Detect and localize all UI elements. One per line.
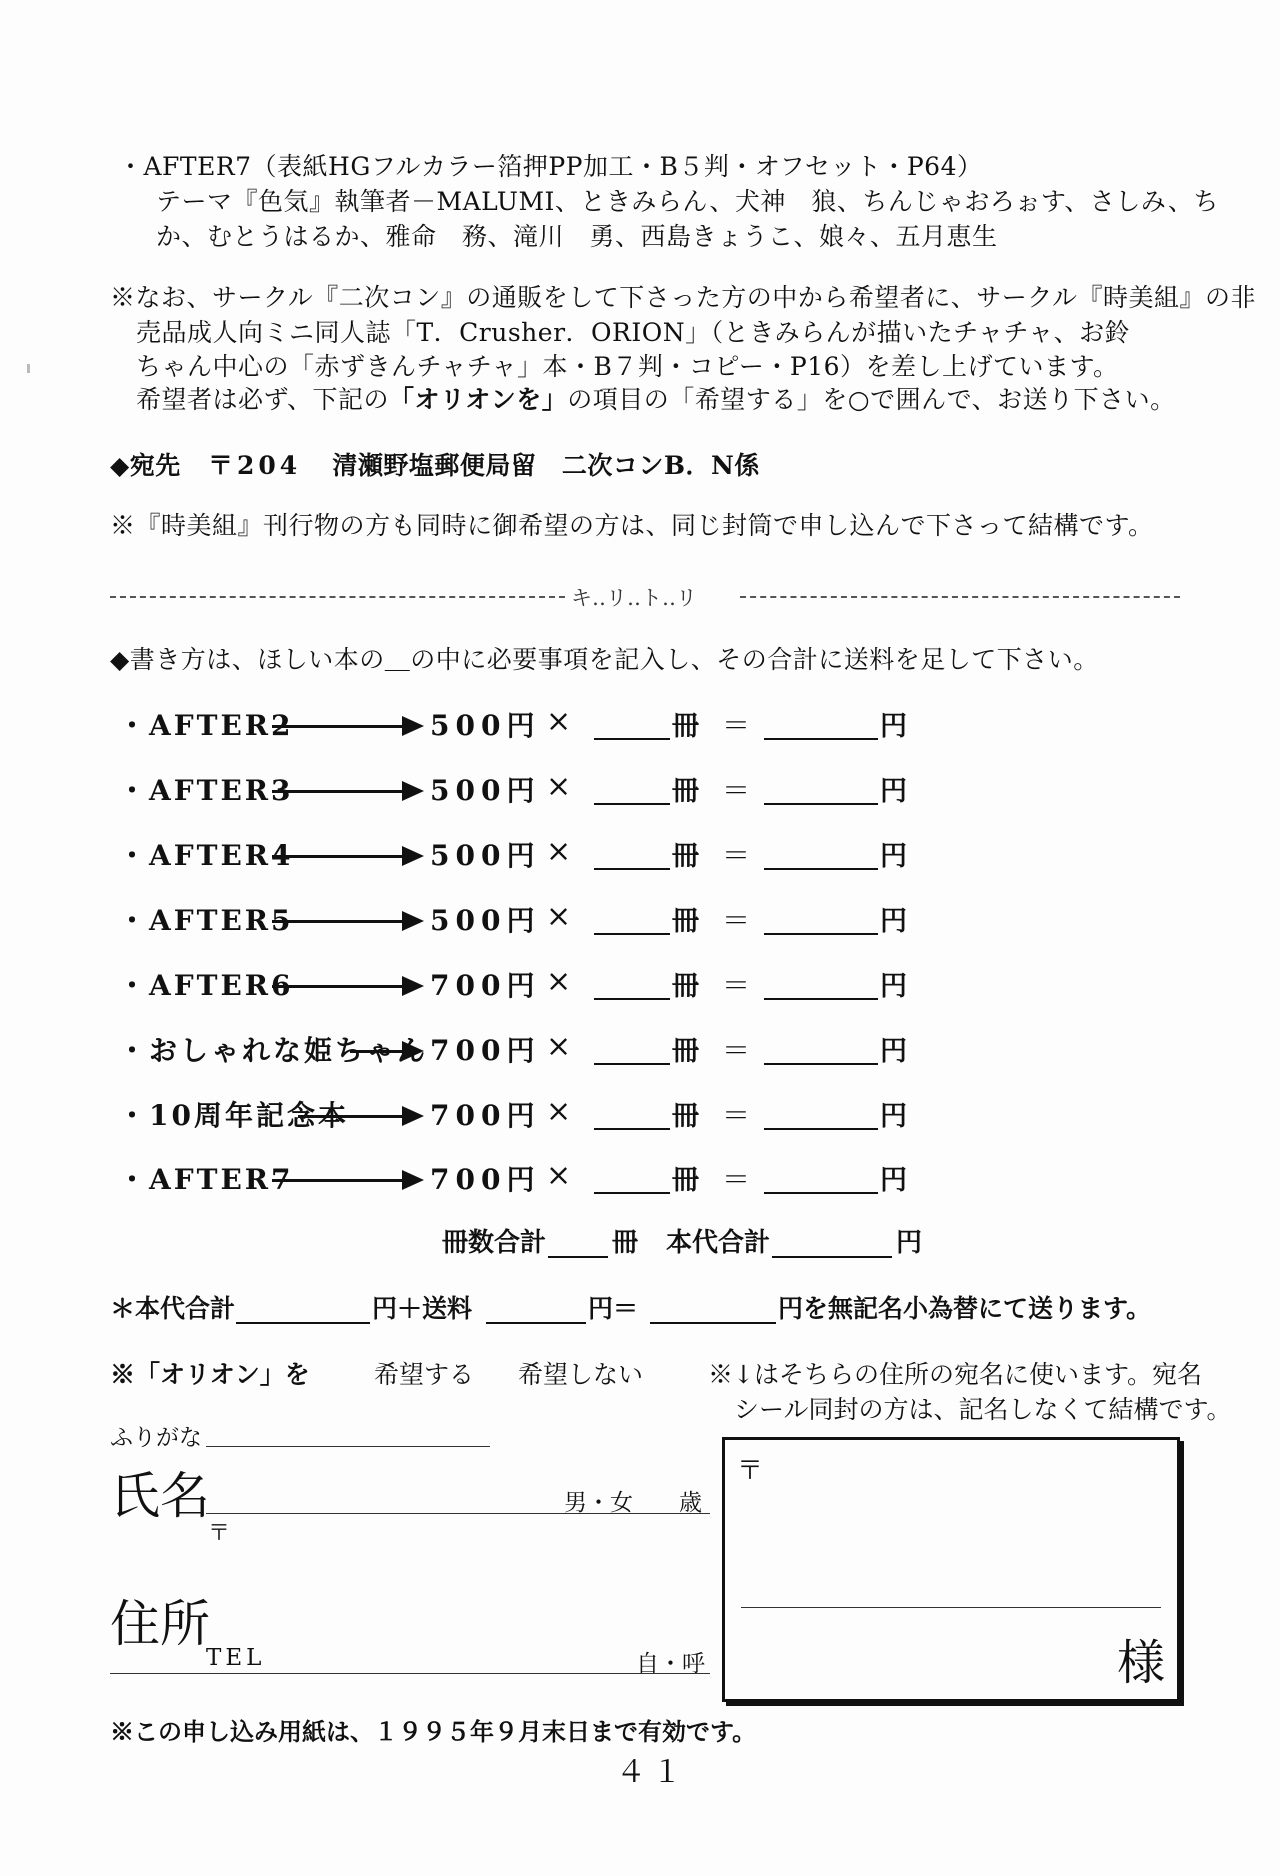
arrow-line	[272, 725, 404, 728]
order-item-name: ・AFTER7	[118, 1163, 294, 1196]
label-box-sama: 様	[1116, 1635, 1165, 1691]
order-row	[118, 964, 938, 1008]
times-sign: ×	[546, 899, 572, 934]
arrow-head-icon	[402, 911, 424, 931]
equals-sign: ＝	[722, 774, 751, 807]
validity-note: ※この申し込み用紙は、１９９５年９月末日まで有効です。	[110, 1717, 757, 1746]
sum-total-unit: 円	[896, 1228, 923, 1258]
times-sign: ×	[546, 834, 572, 869]
subtotal-blank[interactable]	[764, 738, 878, 740]
address-field[interactable]	[110, 1673, 710, 1674]
quantity-blank[interactable]	[594, 998, 670, 1000]
orion-not-want-option[interactable]: 希望しない	[518, 1360, 644, 1389]
times-sign: ×	[546, 964, 572, 999]
order-item-price: 700円	[430, 1099, 541, 1132]
order-item-name: ・10周年記念本	[118, 1099, 349, 1132]
jimigumi-note: ※『時美組』刊行物の方も同時に御希望の方は、同じ封筒で申し込んで下さって結構です。	[110, 511, 1154, 540]
subtotal-unit: 円	[880, 776, 907, 807]
book-info-line-3: か、むとうはるか、雅命 務、滝川 勇、西島きょうこ、娘々、五月恵生	[156, 222, 998, 251]
address-text: 清瀬野塩郵便局留 二次コンB．N係	[332, 451, 760, 480]
quantity-blank[interactable]	[594, 1128, 670, 1130]
mailing-label-box[interactable]	[722, 1437, 1180, 1702]
arrow-head-icon	[402, 846, 424, 866]
order-item-price: 700円	[430, 1163, 541, 1196]
arrow-head-icon	[402, 1170, 424, 1190]
equals-sign: ＝	[722, 1099, 751, 1132]
equals-sign: ＝	[722, 904, 751, 937]
orion-want-option[interactable]: 希望する	[374, 1360, 475, 1389]
furigana-field[interactable]	[206, 1446, 490, 1447]
arrow-head-icon	[402, 1106, 424, 1126]
arrow-line	[272, 1179, 404, 1182]
margin-mark	[27, 364, 30, 373]
quantity-blank[interactable]	[594, 868, 670, 870]
arrow-line	[350, 1050, 404, 1053]
payment-book-total-blank[interactable]	[236, 1322, 370, 1324]
notice-line-2: 売品成人向ミニ同人誌「T．Crusher．ORION」（ときみらんが描いたチャチャ、お鈴	[136, 318, 1131, 347]
arrow-line	[272, 790, 404, 793]
order-item-name: ・AFTER2	[118, 709, 294, 742]
name-field[interactable]	[206, 1513, 710, 1514]
subtotal-blank[interactable]	[764, 933, 878, 935]
cut-line-left	[110, 596, 565, 598]
label-box-postal-mark: 〒	[737, 1456, 764, 1486]
count-total-label: 冊数合計	[442, 1228, 547, 1258]
address-postal: 〒204	[207, 451, 302, 480]
orion-label: ※「オリオン」を	[110, 1360, 310, 1389]
form-postal-mark: 〒	[208, 1521, 231, 1546]
subtotal-blank[interactable]	[764, 803, 878, 805]
address-label: ◆宛先	[110, 451, 181, 480]
order-item-price: 500円	[430, 709, 541, 742]
payment-label: ＊本代合計	[110, 1294, 236, 1323]
sum-total-label: 本代合計	[666, 1228, 771, 1258]
subtotal-unit: 円	[880, 906, 907, 937]
address-line	[110, 447, 760, 484]
times-sign: ×	[546, 1158, 572, 1193]
label-box-line	[741, 1607, 1161, 1608]
payment-trailing: 円を無記名小為替にて送ります。	[778, 1294, 1152, 1323]
order-row	[118, 769, 938, 813]
quantity-unit: 冊	[672, 1101, 699, 1132]
order-item-price: 500円	[430, 774, 541, 807]
home-call-label: 自・呼	[636, 1651, 705, 1677]
tel-label: TEL	[206, 1645, 266, 1671]
order-row	[118, 1094, 938, 1138]
order-item-price: 500円	[430, 904, 541, 937]
quantity-unit: 冊	[672, 776, 699, 807]
equals-sign: ＝	[722, 709, 751, 742]
subtotal-unit: 円	[880, 1165, 907, 1196]
page-number: ４１	[616, 1755, 688, 1790]
payment-yen-plus-shipping: 円＋送料	[372, 1294, 473, 1323]
count-total-blank[interactable]	[548, 1256, 608, 1258]
equals-sign: ＝	[722, 1163, 751, 1196]
times-sign: ×	[546, 1094, 572, 1129]
address-note-line-2: シール同封の方は、記名しなくて結構です。	[734, 1395, 1232, 1424]
subtotal-unit: 円	[880, 971, 907, 1002]
address-label: 住所	[110, 1595, 210, 1653]
arrow-head-icon	[402, 716, 424, 736]
name-label: 氏名	[110, 1467, 210, 1525]
subtotal-unit: 円	[880, 1101, 907, 1132]
equals-sign: ＝	[722, 969, 751, 1002]
order-item-name: ・AFTER3	[118, 774, 294, 807]
cut-line-label: キ‥リ‥ト‥リ	[571, 586, 698, 610]
order-item-name: ・AFTER6	[118, 969, 294, 1002]
instructions: ◆書き方は、ほしい本の＿の中に必要事項を記入し、その合計に送料を足して下さい。	[110, 645, 1099, 674]
notice-line-3: ちゃん中心の「赤ずきんチャチャ」本・B７判・コピー・P16）を差し上げています。	[136, 352, 1119, 381]
payment-shipping-blank[interactable]	[486, 1322, 586, 1324]
arrow-head-icon	[402, 1041, 424, 1061]
order-row	[118, 704, 938, 748]
arrow-head-icon	[402, 976, 424, 996]
order-row	[118, 1029, 938, 1073]
quantity-unit: 冊	[672, 1165, 699, 1196]
quantity-unit: 冊	[672, 971, 699, 1002]
order-row	[118, 899, 938, 943]
quantity-blank[interactable]	[594, 933, 670, 935]
order-item-price: 700円	[430, 1034, 541, 1067]
arrow-head-icon	[402, 781, 424, 801]
order-item-name: ・おしゃれな姫ちゃん	[118, 1034, 429, 1067]
subtotal-blank[interactable]	[764, 1128, 878, 1130]
notice-line-4-post: の項目の「希望する」を○で囲んで、お送り下さい。	[567, 385, 1176, 414]
subtotal-unit: 円	[880, 711, 907, 742]
payment-yen-equals: 円＝	[588, 1294, 639, 1323]
times-sign: ×	[546, 1029, 572, 1064]
sum-total-blank[interactable]	[772, 1256, 892, 1258]
order-row	[118, 1158, 938, 1202]
notice-line-4-pre: 希望者は必ず、下記の	[136, 385, 390, 414]
notice-line-1: ※なお、サークル『二次コン』の通販をして下さった方の中から希望者に、サークル『時美組』の非	[110, 283, 1257, 312]
address-note-line-1: ※↓はそちらの住所の宛名に使います。宛名	[708, 1360, 1202, 1389]
subtotal-blank[interactable]	[764, 998, 878, 1000]
times-sign: ×	[546, 704, 572, 739]
quantity-blank[interactable]	[594, 1192, 670, 1194]
gender-age-label: 男・女 歳	[564, 1490, 702, 1516]
order-item-price: 700円	[430, 969, 541, 1002]
times-sign: ×	[546, 769, 572, 804]
arrow-line	[272, 920, 404, 923]
book-info-line-1: ・AFTER7（表紙HGフルカラー箔押PP加工・B５判・オフセット・P64）	[118, 152, 983, 181]
quantity-unit: 冊	[672, 711, 699, 742]
subtotal-unit: 円	[880, 1036, 907, 1067]
subtotal-blank[interactable]	[764, 868, 878, 870]
count-total-unit: 冊	[612, 1228, 639, 1258]
subtotal-blank[interactable]	[764, 1063, 878, 1065]
equals-sign: ＝	[722, 839, 751, 872]
quantity-blank[interactable]	[594, 1063, 670, 1065]
order-row	[118, 834, 938, 878]
furigana-label: ふりがな	[110, 1425, 202, 1451]
order-item-name: ・AFTER4	[118, 839, 294, 872]
arrow-line	[298, 1115, 404, 1118]
subtotal-blank[interactable]	[764, 1192, 878, 1194]
quantity-unit: 冊	[672, 906, 699, 937]
quantity-unit: 冊	[672, 841, 699, 872]
payment-total-blank[interactable]	[650, 1322, 776, 1324]
book-info-line-2: テーマ『色気』執筆者－MALUMI、ときみらん、犬神 狼、ちんじゃおろぉす、さしみ、ち	[156, 187, 1219, 216]
cut-line-right	[740, 596, 1180, 598]
order-item-price: 500円	[430, 839, 541, 872]
arrow-line	[272, 855, 404, 858]
arrow-line	[272, 985, 404, 988]
quantity-blank[interactable]	[594, 803, 670, 805]
notice-line-4	[136, 381, 1176, 418]
subtotal-unit: 円	[880, 841, 907, 872]
quantity-blank[interactable]	[594, 738, 670, 740]
equals-sign: ＝	[722, 1034, 751, 1067]
notice-line-4-bold: 「オリオンを」	[389, 385, 568, 414]
quantity-unit: 冊	[672, 1036, 699, 1067]
order-item-name: ・AFTER5	[118, 904, 294, 937]
